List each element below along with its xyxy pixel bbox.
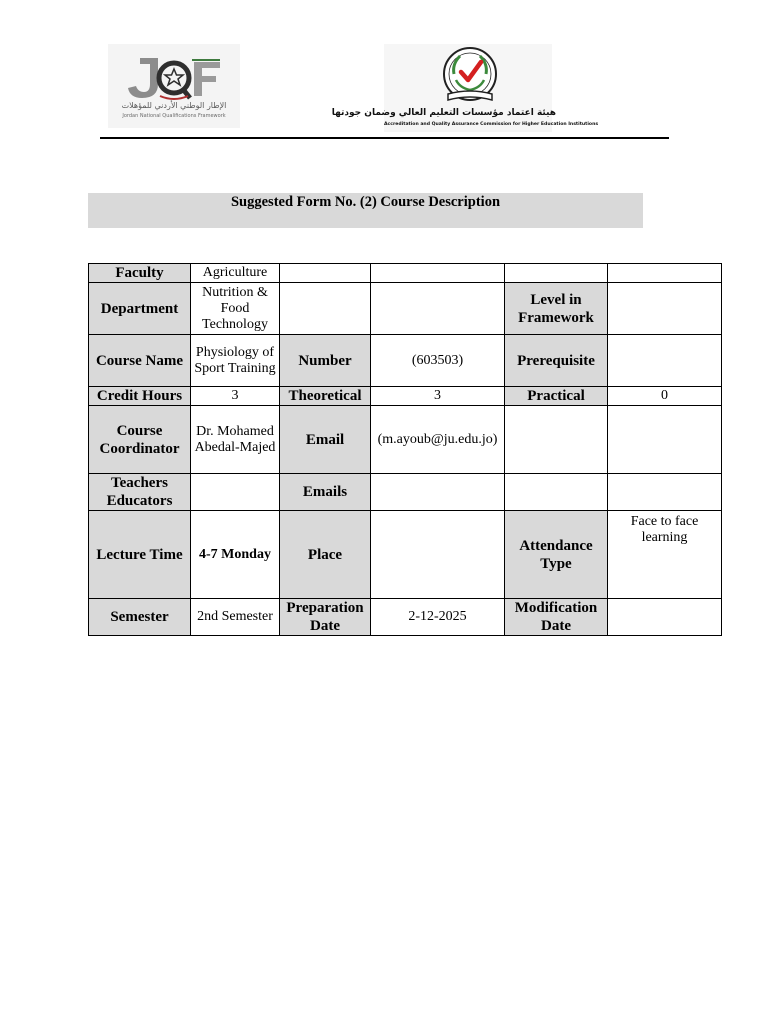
prerequisite-value [608,335,722,387]
header-divider [100,137,669,139]
empty-cell [371,283,505,335]
semester-label: Semester [89,599,191,636]
table-row-teachers [89,474,722,511]
theoretical-value: 3 [371,387,505,406]
course-coordinator-value: Dr. Mohamed Abedal-Majed [191,406,280,474]
table-row-semester [89,599,722,636]
place-value [371,511,505,599]
course-name-label: Course Name [89,335,191,387]
faculty-label: Faculty [89,264,191,283]
preparation-date-label: Preparation Date [280,599,371,636]
table-row-course-name [89,335,722,387]
table-row-coordinator [89,406,722,474]
heac-english-name: Accreditation and Quality Assurance Commission for Higher Education Institutions [384,122,599,127]
empty-cell [371,264,505,283]
table-row-faculty [89,264,722,283]
faculty-value: Agriculture [191,264,280,283]
empty-cell [608,264,722,283]
form-title: Suggested Form No. (2) Course Description [230,194,501,210]
lecture-time-value: 4-7 Monday [191,511,280,599]
table-row-department [89,283,722,335]
empty-cell [608,406,722,474]
lecture-time-label: Lecture Time [89,511,191,599]
level-in-framework-label: Level in Framework [505,283,608,335]
teachers-educators-label: Teachers Educators [89,474,191,511]
emails-value [371,474,505,511]
email-label: Email [280,406,371,474]
empty-cell [505,264,608,283]
table-row-credit-hours [89,387,722,406]
preparation-date-value: 2-12-2025 [371,599,505,636]
department-value: Nutrition & Food Technology [191,283,280,335]
credit-hours-label: Credit Hours [89,387,191,406]
jnqf-arabic-name: الإطار الوطني الأردني للمؤهلات [121,101,227,110]
attendance-type-value: Face to face learning [608,511,722,599]
heac-logo [331,44,599,132]
prerequisite-label: Prerequisite [505,335,608,387]
table-row-lecture-time [89,511,722,599]
jnqf-english-name: Jordan National Qualifications Framework [122,113,226,119]
empty-cell [505,474,608,511]
level-in-framework-value [608,283,722,335]
accreditation-seal-icon [436,44,504,106]
emails-label: Emails [280,474,371,511]
email-value: (m.ayoub@ju.edu.jo) [371,406,505,474]
place-label: Place [280,511,371,599]
heac-arabic-name: هيئة اعتماد مؤسسات التعليم العالي وضمان جودتها [331,108,556,118]
jnqf-emblem-icon [122,52,226,102]
teachers-educators-value [191,474,280,511]
department-label: Department [89,283,191,335]
jnqf-logo [108,44,240,128]
practical-value: 0 [608,387,722,406]
course-coordinator-label: Course Coordinator [89,406,191,474]
form-title-bar [88,193,643,228]
practical-label: Practical [505,387,608,406]
modification-date-label: Modification Date [505,599,608,636]
theoretical-label: Theoretical [280,387,371,406]
empty-cell [280,264,371,283]
empty-cell [280,283,371,335]
course-description-table [88,263,722,636]
number-label: Number [280,335,371,387]
number-value: (603503) [371,335,505,387]
credit-hours-value: 3 [191,387,280,406]
attendance-type-label: Attendance Type [505,511,608,599]
empty-cell [608,474,722,511]
course-name-value: Physiology of Sport Training [191,335,280,387]
modification-date-value [608,599,722,636]
semester-value: 2nd Semester [191,599,280,636]
empty-cell [505,406,608,474]
